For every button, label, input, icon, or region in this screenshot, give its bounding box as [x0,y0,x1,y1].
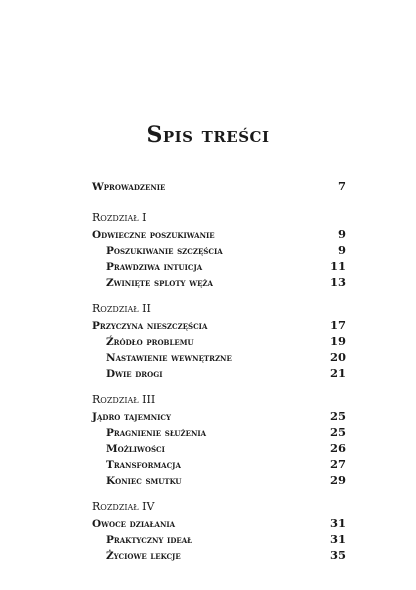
toc-chapter-3 [92,392,346,488]
toc-entry-page: 35 [329,548,346,562]
toc-entry-label: Nastawienie wewnętrzne [106,352,232,364]
toc-entry-page: 29 [329,473,346,487]
toc-chapter-2 [92,301,346,381]
toc-entry-section[interactable] [92,258,346,274]
toc-entry-section[interactable] [92,242,346,258]
toc-entry-page: 19 [329,334,346,348]
toc-entry-label: Odwieczne poszukiwanie [92,229,215,241]
toc-entry-chapter-title[interactable] [92,226,346,242]
chapter-heading: Rozdział I [92,211,147,224]
toc-entry-chapter-title[interactable] [92,408,346,424]
toc-entry-label: Źródło problemu [106,336,194,348]
spacer [92,381,346,392]
toc-chapter-1 [92,210,346,290]
page-title: Spis treści [146,122,270,148]
toc-entry-page: 27 [329,457,346,471]
toc-entry-label: Zwinięte sploty węża [106,277,213,289]
chapter-heading: Rozdział III [92,393,156,406]
toc-entry-page: 11 [329,259,346,273]
chapter-heading: Rozdział II [92,302,151,315]
toc-entry-label: Koniec smutku [106,475,182,487]
toc-entry-label: Praktyczny ideał [106,534,193,546]
toc-entry-section[interactable] [92,333,346,349]
spacer [92,290,346,301]
toc-entry-page: 21 [329,366,346,380]
toc-entry-label: Przyczyna nieszczęścia [92,320,208,332]
toc-entry-chapter-title[interactable] [92,317,346,333]
toc-entry-section[interactable] [92,424,346,440]
toc-entry-page: 20 [329,350,346,364]
spacer [92,194,346,210]
toc-entry-section[interactable] [92,349,346,365]
toc-entry-label: Dwie drogi [106,368,163,380]
toc-entry-label: Poszukiwanie szczęścia [106,245,223,257]
toc-entry-label: Życiowe lekcje [106,550,181,562]
toc-entry-page: 17 [329,318,346,332]
toc-entry-section[interactable] [92,274,346,290]
toc-entry-page: 31 [329,532,346,546]
toc-entry-page: 9 [337,243,346,257]
toc-entry-section[interactable] [92,456,346,472]
toc-entry-page: 26 [329,441,346,455]
toc-entry-page: 9 [337,227,346,241]
toc-entry-page: 31 [329,516,346,530]
toc-entry-intro[interactable] [92,178,346,194]
toc-entry-section[interactable] [92,440,346,456]
toc-entry-section[interactable] [92,365,346,381]
toc-chapter-4 [92,499,346,563]
toc-entry-page: 13 [329,275,346,289]
toc-entry-label: Jądro tajemnicy [92,411,171,423]
spacer [92,488,346,499]
toc-entry-label: Pragnienie służenia [106,427,207,439]
toc-entry-section[interactable] [92,547,346,563]
toc-entry-label: Owoce działania [92,518,176,530]
toc-entry-section[interactable] [92,531,346,547]
chapter-heading: Rozdział IV [92,500,155,513]
toc-entry-chapter-title[interactable] [92,515,346,531]
toc-entry-page: 7 [337,179,346,193]
toc-entry-page: 25 [329,425,346,439]
table-of-contents [92,178,346,563]
toc-entry-label: Możliwości [106,443,165,455]
toc-entry-label: Prawdziwa intuicja [106,261,203,273]
toc-entry-label: Transformacja [106,459,181,471]
toc-entry-section[interactable] [92,472,346,488]
toc-entry-page: 25 [329,409,346,423]
toc-entry-label: Wprowadzenie [92,181,166,193]
